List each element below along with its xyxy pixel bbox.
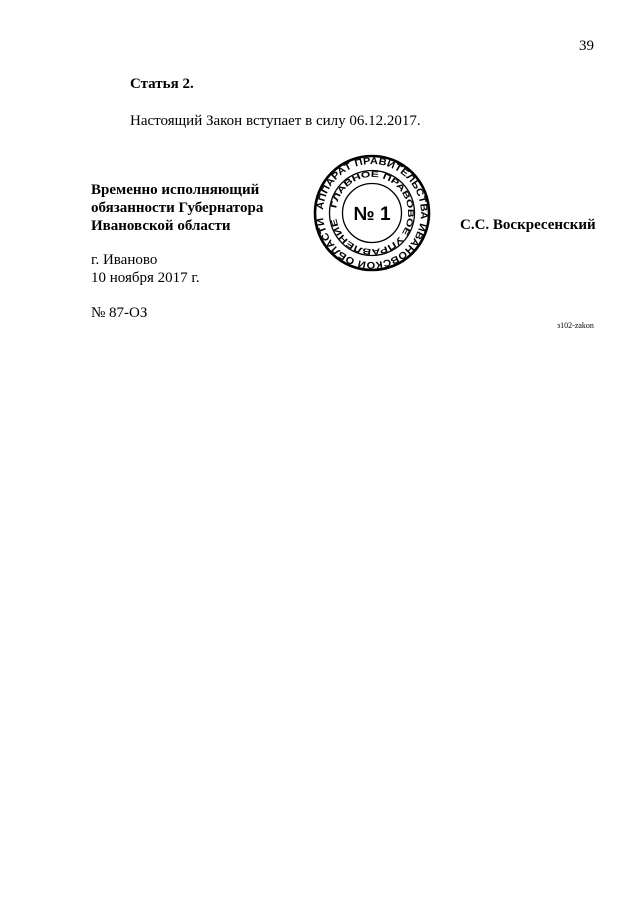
signer-title-line: Ивановской области — [91, 218, 231, 234]
official-seal-stamp — [312, 153, 432, 273]
signer-title — [91, 181, 263, 235]
article-body: Настоящий Закон вступает в силу 06.12.2017. — [130, 113, 421, 129]
signer-name: С.С. Воскресенский — [460, 217, 596, 233]
document-code: з102-zakon — [557, 321, 594, 330]
law-number: № 87-ОЗ — [91, 305, 148, 321]
seal-center-number: № 1 — [353, 204, 391, 225]
article-heading: Статья 2. — [130, 76, 194, 92]
signer-title-line: Временно исполняющий — [91, 182, 260, 198]
seal-inner-text: ГЛАВНОЕ ПРАВОВОЕ УПРАВЛЕНИЕ — [328, 168, 417, 258]
seal-outer-text: АППАРАТ ПРАВИТЕЛЬСТВА ИВАНОВСКОЙ ОБЛАСТИ — [315, 155, 430, 271]
page-number: 39 — [579, 38, 594, 54]
issue-place: г. Иваново — [91, 252, 158, 268]
signer-title-line: обязанности Губернатора — [91, 200, 264, 216]
issue-date: 10 ноября 2017 г. — [91, 270, 200, 286]
